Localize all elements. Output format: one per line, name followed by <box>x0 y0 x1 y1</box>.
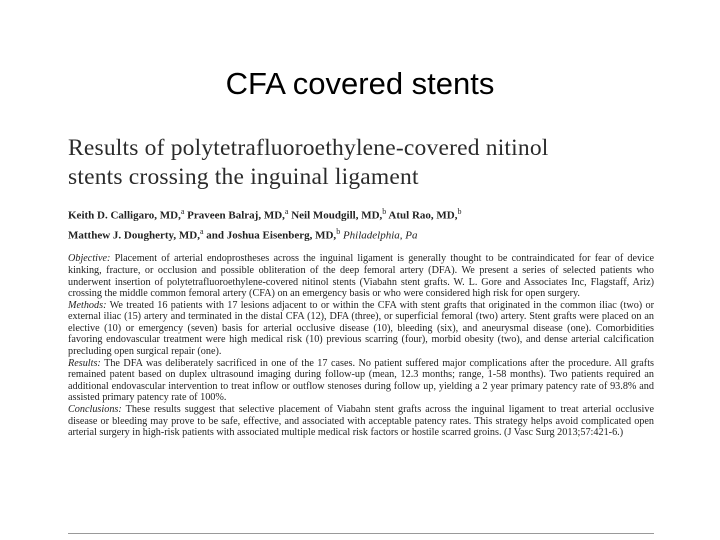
abstract-conclusions <box>68 404 654 439</box>
methods-text: We treated 16 patients with 17 lesions adjacent to or within the CFA with stent grafts that originated in the common iliac (two) or external iliac (15) artery and terminated in the distal CFA (12), DFA (three), or superficial femoral (two) artery. Stent grafts were placed on an elective (10) or emergency (seven) basis for arterial occlusive disease (10), bleeding (six), and aneurysmal disease (one). Comorbidities favoring endovascular treatment were high medical risk (10) previous scarring (four), morbid obesity (two), and dense arterial calcification precluding open surgical repair (one). <box>68 299 654 358</box>
slide-title: CFA covered stents <box>225 66 495 101</box>
author-name: Neil Moudgill, MD, <box>288 209 383 222</box>
author-name: Atul Rao, MD, <box>386 209 458 222</box>
paper-title <box>68 134 654 192</box>
author-list <box>68 204 654 243</box>
abstract-methods <box>68 300 654 358</box>
conclusions-text: These results suggest that selective placement of Viabahn stent grafts across the inguinal ligament to treat arterial occlusive disease or bleeding may prove to be safe, effective, and associated with acceptable patency rates. This strategy helps avoid complicated open arterial surgery in high-risk patients with associated multiple medical risk factors or hostile scarred groins. (J Vasc Surg 2013;57:421-6.) <box>68 404 654 439</box>
paper-title-line-1: Results of polytetrafluoroethylene-covered nitinol <box>68 135 549 161</box>
objective-text: Placement of arterial endoprostheses across the inguinal ligament is generally thought to be contraindicated for fear of device kinking, fracture, or occlusion and possible obliteration of the deep femoral artery (DFA). We present a series of selected patients who underwent insertion of polytetrafluoroethylene-covered nitinol stents (Viabahn stent grafts. W. L. Gore and Associates Inc, Flagstaff, Ariz) crossing the middle common femoral artery (CFA) on an emergency basis or who were considered high risk for open surgery. <box>68 253 654 300</box>
affiliation-mark: a <box>199 226 204 236</box>
section-label-methods: Methods: <box>68 299 107 311</box>
author-line-2 <box>68 224 654 244</box>
author-line-1 <box>68 204 654 224</box>
paper-title-line-2: stents crossing the inguinal ligament <box>68 164 419 190</box>
author-name: Matthew J. Dougherty, MD, <box>68 229 200 242</box>
affiliation-mark: a <box>180 207 185 216</box>
section-label-objective: Objective: <box>68 253 111 265</box>
author-name: and Joshua Eisenberg, MD, <box>203 229 337 242</box>
section-label-results: Results: <box>68 357 101 369</box>
author-name: Praveen Balraj, MD, <box>184 209 285 222</box>
affiliation-mark: b <box>336 226 341 236</box>
affiliation-mark: a <box>284 207 289 216</box>
paper-excerpt <box>68 134 654 439</box>
author-name: Keith D. Calligaro, MD, <box>68 209 181 222</box>
author-location: Philadelphia, Pa <box>340 229 418 242</box>
abstract <box>68 253 654 439</box>
section-label-conclusions: Conclusions: <box>68 404 122 416</box>
affiliation-mark: b <box>382 207 387 216</box>
abstract-objective <box>68 253 654 299</box>
abstract-results <box>68 358 654 404</box>
bottom-rule <box>68 533 654 534</box>
results-text: The DFA was deliberately sacrificed in one of the 17 cases. No patient suffered major complications after the procedure. All grafts remained patent based on duplex ultrasound imaging during follow-up (mean, 12.3 months; range, 1-58 months). Two patients required an additional endovascular intervention to treat inflow or outflow stenoses during follow up, yielding a 2 year primary patency rate of 93.8% and assisted primary patency rate of 100%. <box>68 357 654 404</box>
affiliation-mark: b <box>457 207 462 216</box>
